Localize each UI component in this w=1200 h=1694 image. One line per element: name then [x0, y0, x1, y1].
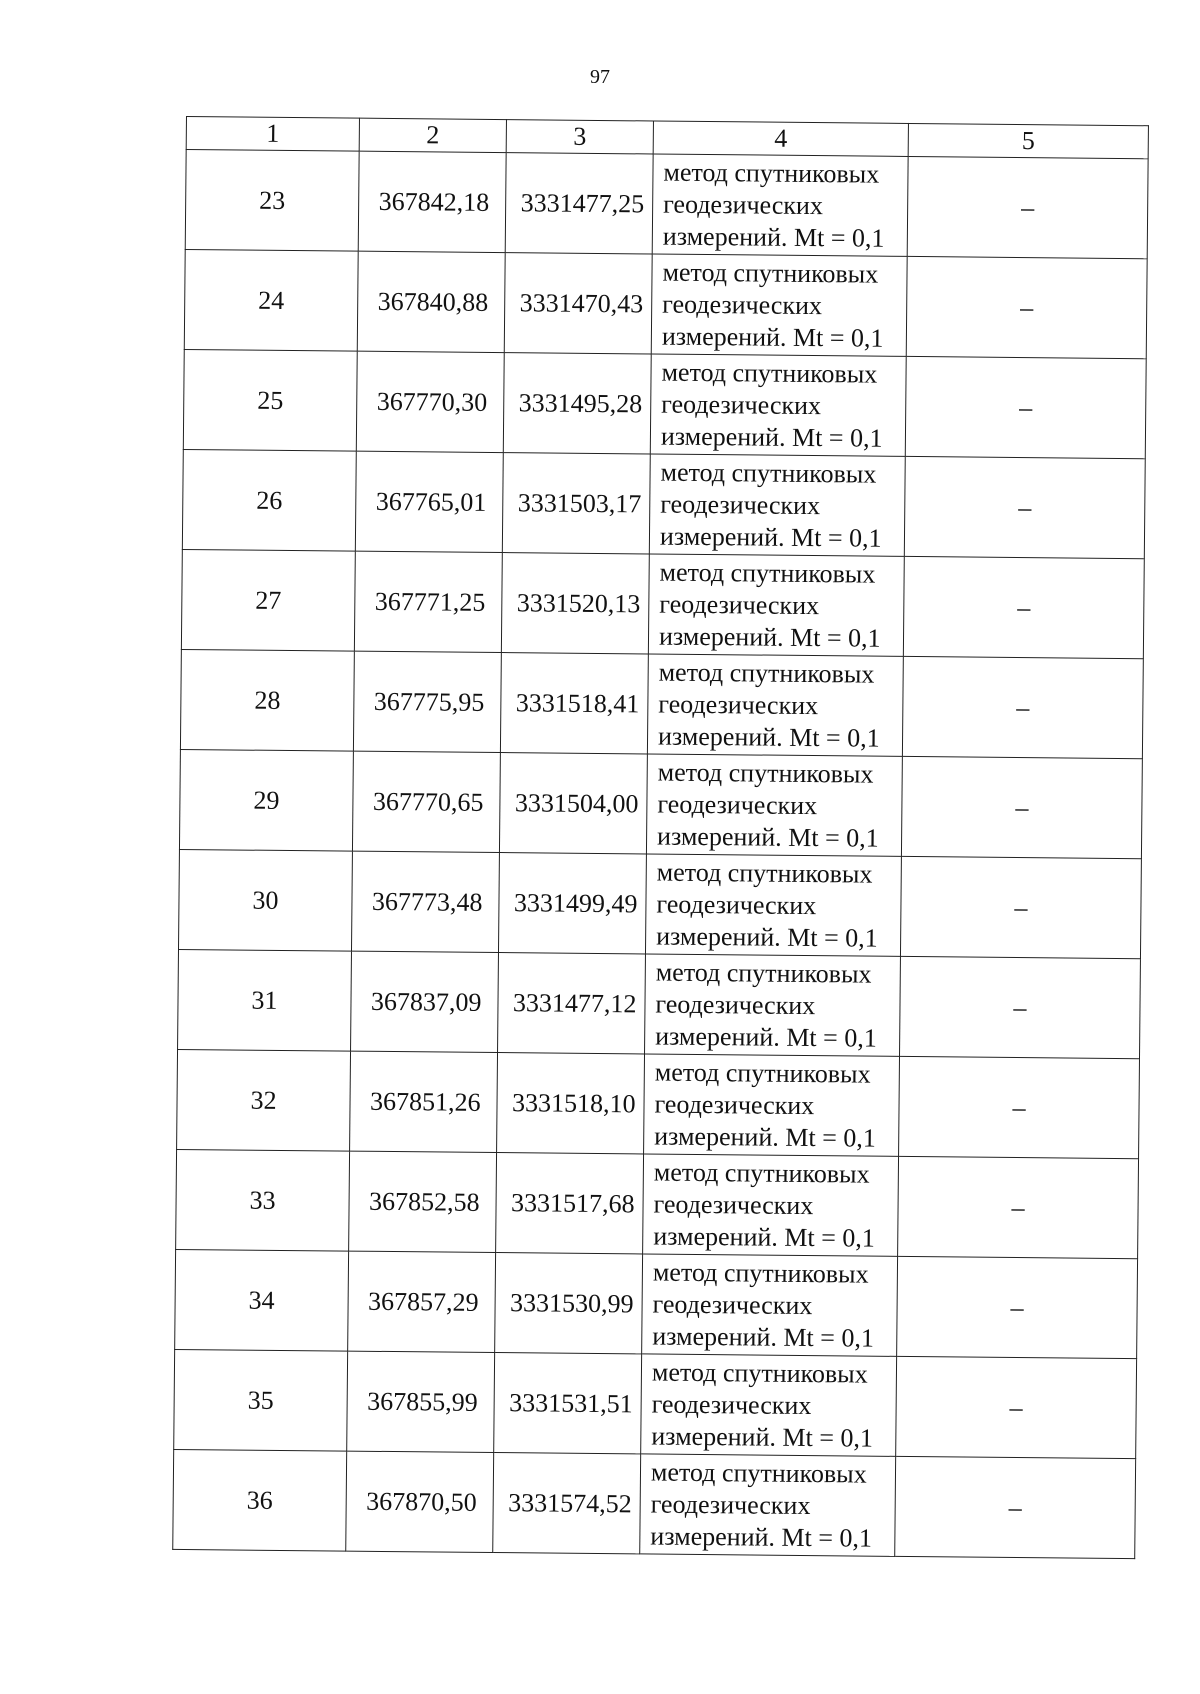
method-line: метод спутниковых — [659, 557, 876, 589]
y-coordinate-cell: 3331518,41 — [500, 653, 648, 754]
note-cell: – — [900, 856, 1141, 958]
method-cell — [645, 854, 901, 956]
table-body — [173, 150, 1148, 1559]
method-line: измерений. Mt = 0,1 — [655, 1021, 877, 1053]
coordinates-table — [172, 116, 1149, 1559]
point-number-cell: 36 — [173, 1449, 347, 1551]
table-row — [185, 150, 1148, 259]
method-line: измерений. Mt = 0,1 — [662, 221, 885, 253]
x-coordinate-cell: 367870,50 — [346, 1451, 494, 1552]
method-line: метод спутниковых — [655, 957, 872, 989]
method-line: измерений. Mt = 0,1 — [652, 1321, 875, 1353]
note-cell: – — [905, 356, 1146, 458]
table-row — [178, 849, 1141, 958]
method-cell — [641, 1354, 897, 1456]
y-coordinate-cell: 3331517,68 — [496, 1153, 644, 1254]
method-line: измерений. Mt = 0,1 — [657, 721, 880, 753]
method-line: метод спутниковых — [660, 457, 877, 489]
y-coordinate-cell: 3331530,99 — [495, 1253, 643, 1354]
method-line: геодезических — [661, 389, 822, 420]
table-row — [174, 1349, 1137, 1458]
point-number-cell: 29 — [179, 749, 353, 851]
table-row — [183, 349, 1146, 458]
header-col-4: 4 — [653, 121, 908, 156]
x-coordinate-cell: 367842,18 — [358, 151, 506, 252]
point-number-cell: 26 — [182, 449, 356, 551]
y-coordinate-cell: 3331477,25 — [505, 153, 653, 254]
x-coordinate-cell: 367837,09 — [351, 951, 499, 1052]
table-row — [184, 249, 1147, 358]
method-line: измерений. Mt = 0,1 — [656, 821, 879, 853]
y-coordinate-cell: 3331499,49 — [498, 853, 646, 954]
page-number: 97 — [590, 66, 610, 88]
method-cell — [651, 254, 907, 356]
method-cell — [648, 554, 904, 656]
x-coordinate-cell: 367857,29 — [348, 1251, 496, 1352]
note-cell: – — [907, 156, 1148, 258]
method-line: метод спутниковых — [653, 1157, 870, 1189]
method-line: метод спутниковых — [654, 1057, 871, 1089]
method-cell — [640, 1454, 896, 1556]
method-cell — [644, 1054, 900, 1156]
x-coordinate-cell: 367773,48 — [351, 851, 499, 952]
method-line: измерений. Mt = 0,1 — [654, 1121, 876, 1153]
x-coordinate-cell: 367765,01 — [355, 451, 503, 552]
table-row — [179, 749, 1142, 858]
method-line: метод спутниковых — [658, 657, 875, 689]
point-number-cell: 34 — [175, 1249, 349, 1351]
method-line: метод спутниковых — [662, 257, 879, 289]
method-line: метод спутниковых — [650, 1457, 867, 1489]
header-col-5: 5 — [908, 123, 1148, 158]
point-number-cell: 35 — [174, 1349, 348, 1451]
method-line: измерений. Mt = 0,1 — [658, 621, 881, 653]
note-cell: – — [896, 1356, 1137, 1458]
method-line: измерений. Mt = 0,1 — [661, 321, 884, 353]
method-cell — [650, 354, 906, 456]
y-coordinate-cell: 3331531,51 — [494, 1353, 642, 1454]
method-line: геодезических — [651, 1389, 812, 1420]
method-line: измерений. Mt = 0,1 — [660, 421, 883, 453]
y-coordinate-cell: 3331520,13 — [501, 553, 649, 654]
method-line: геодезических — [656, 889, 817, 920]
note-cell: – — [898, 1156, 1139, 1258]
y-coordinate-cell: 3331574,52 — [493, 1453, 641, 1554]
method-line: метод спутниковых — [661, 357, 878, 389]
note-cell: – — [901, 756, 1142, 858]
method-line: геодезических — [662, 289, 823, 320]
table-row — [180, 649, 1143, 758]
x-coordinate-cell: 367855,99 — [347, 1351, 495, 1452]
method-line: геодезических — [660, 489, 821, 520]
point-number-cell: 23 — [185, 150, 359, 252]
note-cell: – — [904, 456, 1145, 558]
header-col-2: 2 — [359, 118, 506, 152]
method-line: геодезических — [650, 1489, 811, 1520]
y-coordinate-cell: 3331518,10 — [497, 1053, 645, 1154]
method-line: геодезических — [653, 1189, 814, 1220]
table-row — [175, 1249, 1138, 1358]
point-number-cell: 31 — [178, 949, 352, 1051]
method-cell — [649, 454, 905, 556]
point-number-cell: 27 — [181, 549, 355, 651]
table-row — [178, 949, 1141, 1058]
method-line: метод спутниковых — [656, 857, 873, 889]
note-cell: – — [900, 956, 1141, 1058]
note-cell: – — [902, 656, 1143, 758]
y-coordinate-cell: 3331470,43 — [504, 253, 652, 354]
method-line: геодезических — [654, 1089, 815, 1120]
note-cell: – — [906, 256, 1147, 358]
point-number-cell: 33 — [176, 1149, 350, 1251]
x-coordinate-cell: 367851,26 — [350, 1051, 498, 1152]
table-row — [181, 549, 1144, 658]
method-line: измерений. Mt = 0,1 — [651, 1421, 874, 1453]
method-line: геодезических — [658, 689, 819, 720]
method-cell — [645, 954, 901, 1056]
y-coordinate-cell: 3331504,00 — [499, 753, 647, 854]
method-cell — [652, 154, 908, 256]
table-row — [173, 1449, 1136, 1558]
header-col-1: 1 — [186, 117, 359, 152]
x-coordinate-cell: 367840,88 — [357, 251, 505, 352]
point-number-cell: 32 — [177, 1049, 351, 1151]
y-coordinate-cell: 3331503,17 — [502, 453, 650, 554]
table-row — [177, 1049, 1140, 1158]
method-line: метод спутниковых — [651, 1357, 868, 1389]
y-coordinate-cell: 3331477,12 — [498, 953, 646, 1054]
point-number-cell: 30 — [178, 849, 352, 951]
method-line: геодезических — [655, 989, 816, 1020]
method-line: геодезических — [657, 789, 818, 820]
method-cell — [646, 754, 902, 856]
x-coordinate-cell: 367770,65 — [352, 751, 500, 852]
x-coordinate-cell: 367771,25 — [354, 551, 502, 652]
table-row — [182, 449, 1145, 558]
method-line: измерений. Mt = 0,1 — [650, 1521, 873, 1553]
table-row — [176, 1149, 1139, 1258]
method-line: геодезических — [652, 1289, 813, 1320]
method-line: метод спутниковых — [652, 1257, 869, 1289]
x-coordinate-cell: 367770,30 — [356, 351, 504, 452]
method-line: измерений. Mt = 0,1 — [656, 921, 878, 953]
note-cell: – — [895, 1456, 1136, 1558]
note-cell: – — [903, 556, 1144, 658]
method-cell — [647, 654, 903, 756]
method-line: геодезических — [659, 589, 820, 620]
method-line: измерений. Mt = 0,1 — [653, 1221, 876, 1253]
method-cell — [642, 1254, 898, 1356]
header-col-3: 3 — [506, 120, 653, 154]
y-coordinate-cell: 3331495,28 — [503, 353, 651, 454]
point-number-cell: 24 — [184, 249, 358, 351]
x-coordinate-cell: 367775,95 — [353, 651, 501, 752]
note-cell: – — [899, 1056, 1140, 1158]
method-line: метод спутниковых — [663, 157, 880, 189]
method-line: метод спутниковых — [657, 757, 874, 789]
method-cell — [643, 1154, 899, 1256]
method-line: геодезических — [663, 189, 824, 220]
point-number-cell: 25 — [183, 349, 357, 451]
note-cell: – — [897, 1256, 1138, 1358]
method-line: измерений. Mt = 0,1 — [659, 521, 882, 553]
point-number-cell: 28 — [180, 649, 354, 751]
x-coordinate-cell: 367852,58 — [349, 1151, 497, 1252]
